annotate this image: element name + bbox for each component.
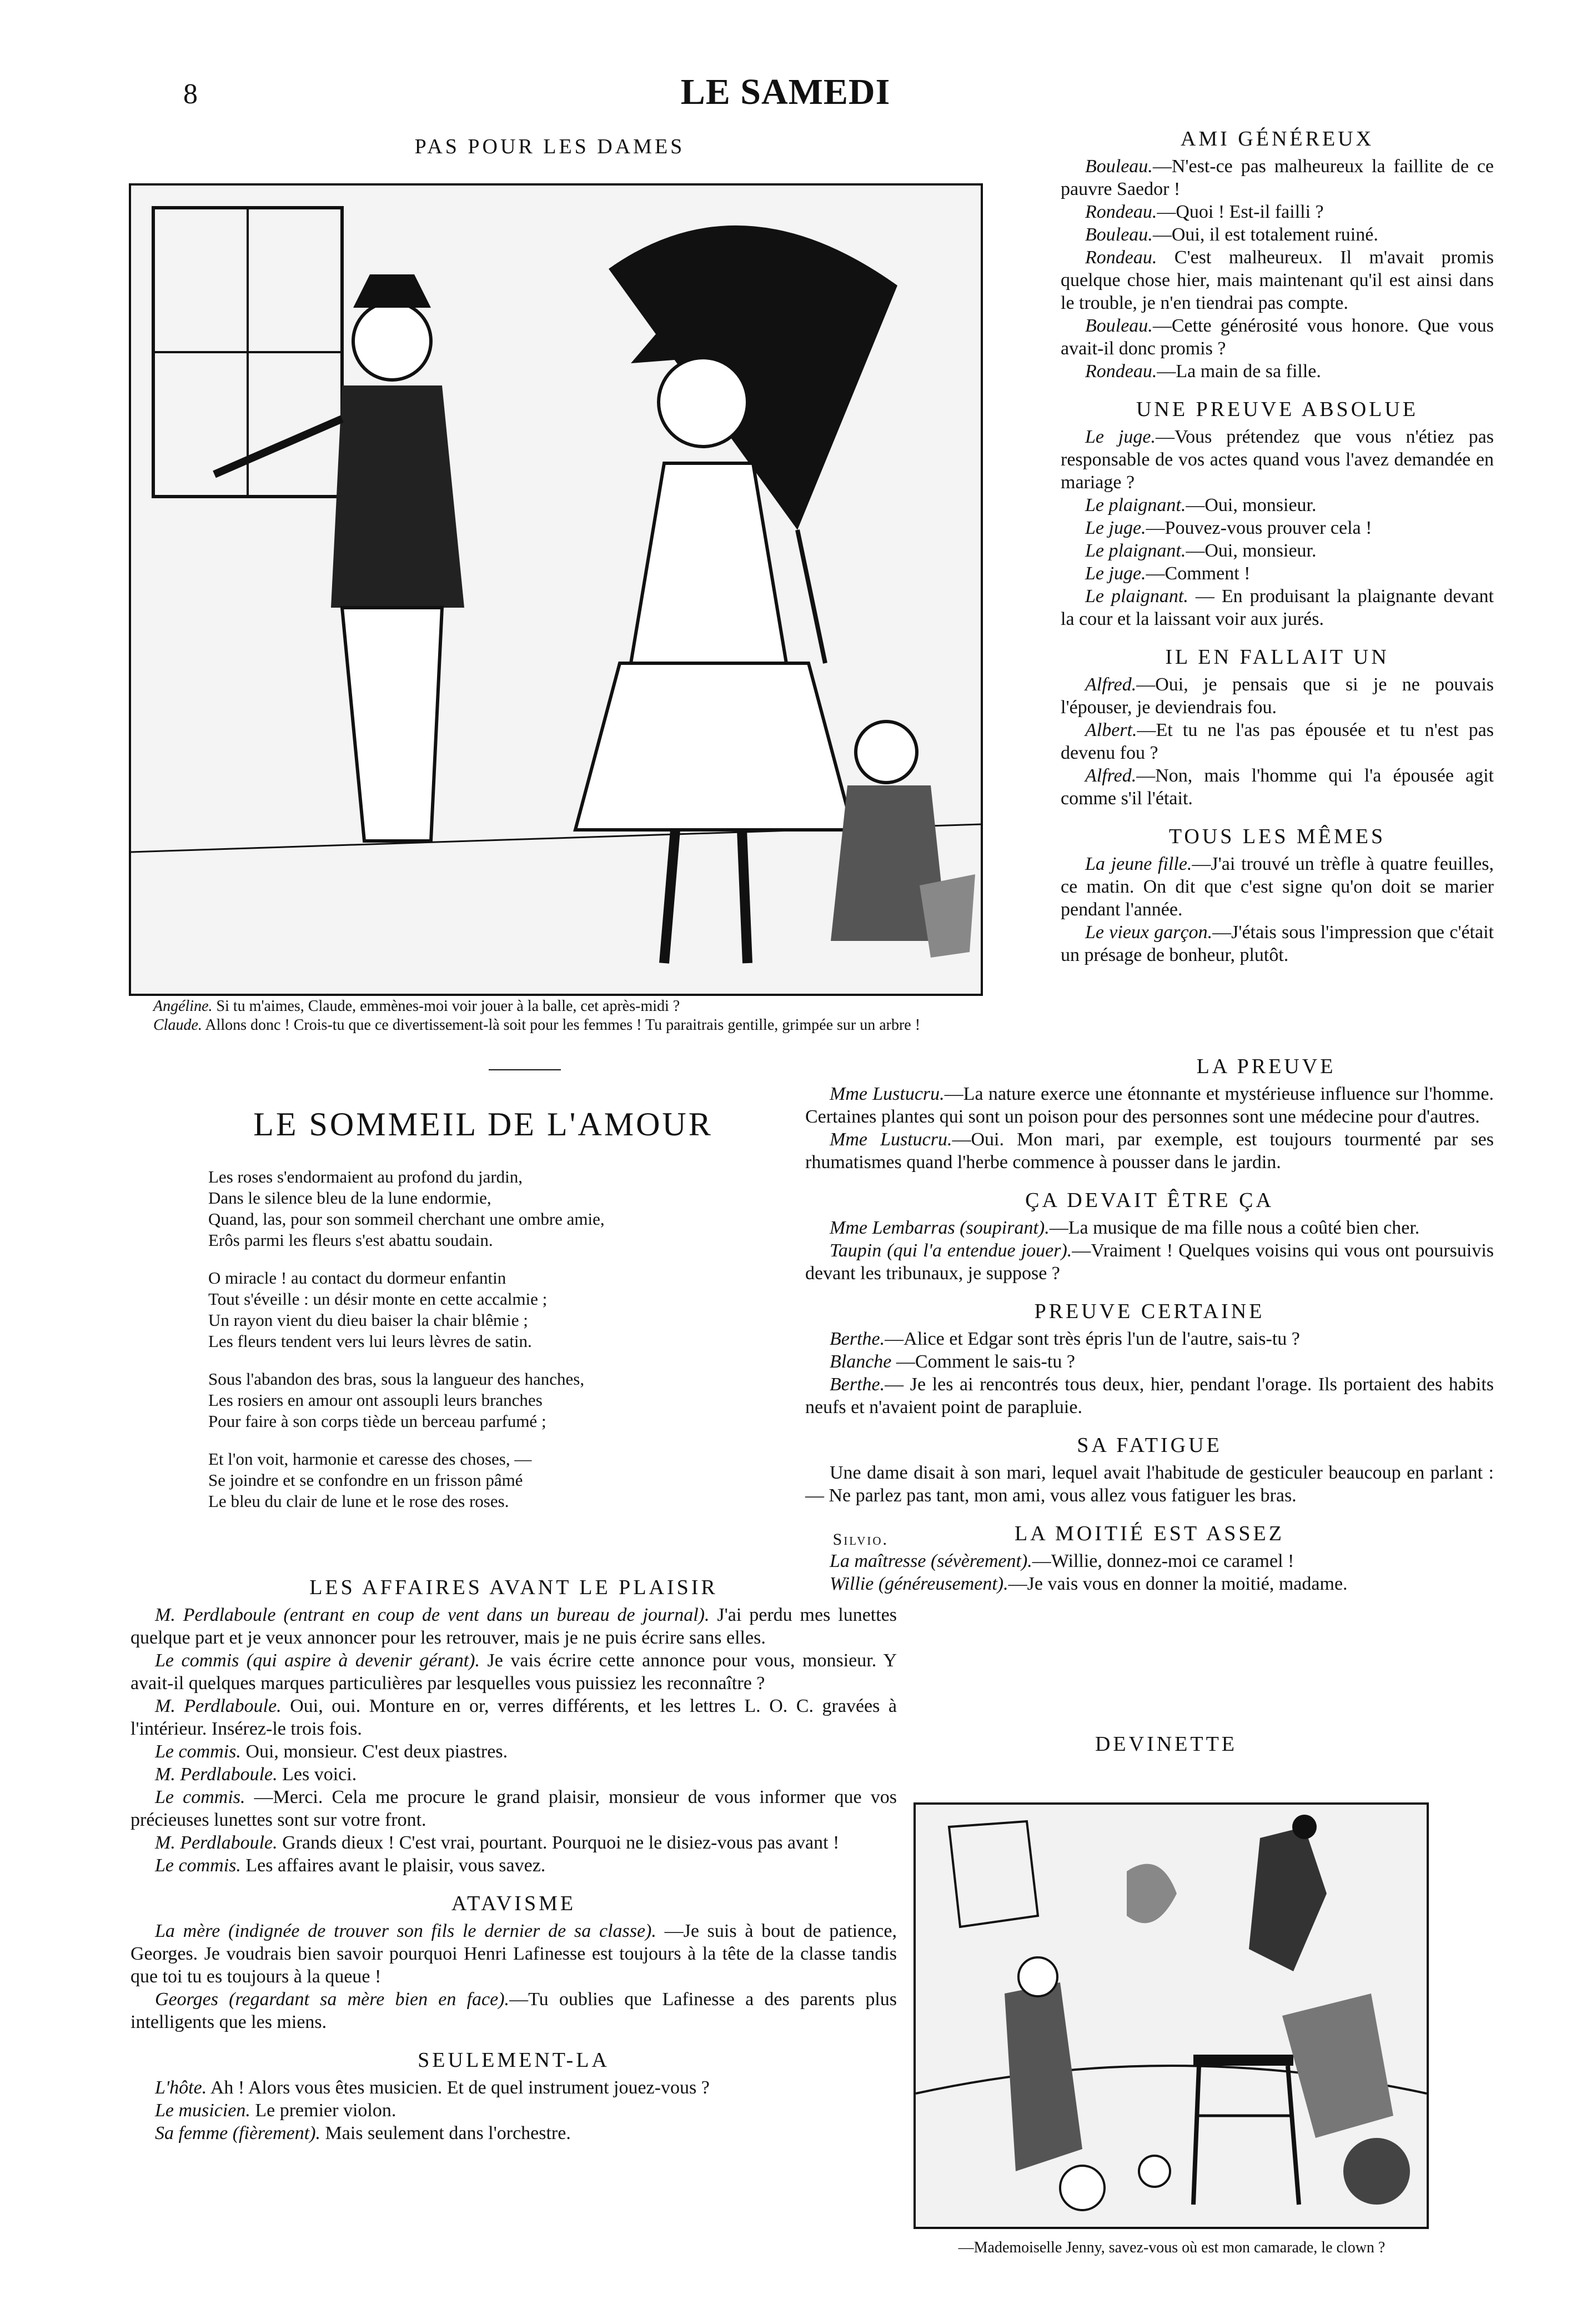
speaker: Alfred. — [1085, 674, 1137, 695]
devinette-caption: —Mademoiselle Jenny, savez-vous où est mon camarade, le clown ? — [958, 2239, 1386, 2256]
dialogue: —Non, mais l'homme qui l'a épousée agit comme s'il l'était. — [1061, 765, 1494, 809]
speaker: La mère (indignée de trouver son fils le dernier de sa classe). — [155, 1921, 656, 1941]
cartoon-drawing — [131, 186, 981, 994]
dialogue: —Quoi ! Est-il failli ? — [1157, 202, 1324, 222]
dialogue: —La nature exerce une étonnante et mystérieuse influence sur l'homme. Certaines plantes qui sont un poison pour des personnes sont une médecine pour d'autres. — [805, 1084, 1494, 1127]
anecdote: Une dame disait à son mari, lequel avait l'habitude de gesticuler beaucoup en parlant : — Ne parlez pas tant, mon ami, vous allez vous fatiguer les bras. — [805, 1462, 1494, 1506]
caption-text: Si tu m'aimes, Claude, emmènes-moi voir jouer à la balle, cet après-midi ? — [212, 998, 680, 1015]
speaker: Le plaignant. — [1085, 586, 1188, 607]
poem-line: Les roses s'endormaient au profond du jardin, — [208, 1167, 523, 1186]
dialogue: —Alice et Edgar sont très épris l'un de l'autre, sais-tu ? — [885, 1329, 1300, 1349]
dialogue: Oui, monsieur. C'est deux piastres. — [240, 1741, 508, 1762]
dialogue: —Je suis à bout de patience, Georges. Je voudrais bien savoir pourquoi Henri Lafinesse est toujours à la tête de la classe tandis que toi tu es toujours à la queue ! — [131, 1921, 897, 1987]
caption-text: Allons donc ! Crois-tu que ce divertissement-là soit pour les femmes ! Tu paraitrais gentille, grimpée sur un arbre ! — [202, 1016, 921, 1034]
speaker: Rondeau. — [1085, 247, 1157, 268]
poem-stanza — [208, 1449, 764, 1512]
dialogue: Mais seulement dans l'orchestre. — [320, 2123, 571, 2143]
dialogue: —Oui, je pensais que si je ne pouvais l'épouser, je deviendrais fou. — [1061, 674, 1494, 718]
section-title: UNE PREUVE ABSOLUE — [1136, 398, 1419, 421]
poem-line: Tout s'éveille : un désir monte en cette accalmie ; — [208, 1289, 548, 1309]
dialogue: —La musique de ma fille nous a coûté bien cher. — [1049, 1218, 1420, 1238]
section-title: SEULEMENT-LA — [418, 2048, 610, 2072]
dialogue: — Je les ai rencontrés tous deux, hier, pendant l'orage. Ils portaient des habits neufs et n'avaient point de parapluie. — [805, 1374, 1494, 1418]
speaker: M. Perdlaboule. — [155, 1832, 278, 1853]
speaker: Albert. — [1085, 720, 1137, 740]
section-title: LA PREUVE — [1196, 1055, 1336, 1078]
poem-line: Les fleurs tendent vers lui leurs lèvres de satin. — [208, 1331, 532, 1351]
illustration-pas-pour-les-dames — [129, 183, 983, 996]
speaker: Le juge. — [1085, 563, 1146, 584]
dialogue: — En produisant la plaignante devant la cour et la laissant voir aux jurés. — [1061, 586, 1494, 629]
dialogue: —La main de sa fille. — [1157, 361, 1321, 382]
speaker: Mme Lustucru. — [830, 1129, 952, 1150]
dialogue: —Pouvez-vous prouver cela ! — [1146, 518, 1372, 538]
right-column-top — [1061, 128, 1494, 966]
page-number: 8 — [183, 78, 198, 110]
poem-stanza — [208, 1268, 764, 1352]
poem-line: Pour faire à son corps tiède un berceau parfumé ; — [208, 1411, 546, 1431]
speaker: Le commis. — [155, 1741, 241, 1762]
dialogue: —Tu oublies que Lafinesse a des parents plus intelligents que les miens. — [131, 1989, 897, 2032]
poem-line: Les rosiers en amour ont assoupli leurs branches — [208, 1390, 543, 1410]
section-title: PREUVE CERTAINE — [1034, 1300, 1265, 1323]
devinette-drawing — [916, 1805, 1427, 2227]
dialogue: —Comment ! — [1146, 563, 1251, 584]
speaker: Le commis (qui aspire à devenir gérant). — [155, 1650, 480, 1671]
dialogue: —Willie, donnez-moi ce caramel ! — [1032, 1551, 1294, 1571]
dialogue: Le premier violon. — [250, 2100, 396, 2121]
caption-speaker: Claude. — [153, 1016, 202, 1034]
poem-line: Un rayon vient du dieu baiser la chair blêmie ; — [208, 1310, 528, 1330]
illustration-devinette — [914, 1802, 1429, 2229]
section-title: AMI GÉNÉREUX — [1180, 127, 1374, 151]
speaker: Le commis. — [155, 1855, 241, 1876]
caption-speaker: Angéline. — [153, 998, 213, 1015]
speaker: Bouleau. — [1085, 224, 1153, 245]
speaker: Rondeau. — [1085, 361, 1157, 382]
poem-line: Quand, las, pour son sommeil cherchant une ombre amie, — [208, 1209, 605, 1229]
poem-line: Dans le silence bleu de la lune endormie, — [208, 1188, 491, 1208]
speaker: La jeune fille. — [1085, 854, 1192, 874]
speaker: Alfred. — [1085, 765, 1137, 786]
dialogue: —N'est-ce pas malheureux la faillite de ce pauvre Saedor ! — [1061, 156, 1494, 199]
speaker: Le plaignant. — [1085, 495, 1186, 515]
poem-line: Et l'on voit, harmonie et caresse des choses, — — [208, 1449, 532, 1469]
dialogue: Ah ! Alors vous êtes musicien. Et de quel instrument jouez-vous ? — [207, 2077, 710, 2098]
dialogue: —Oui, monsieur. — [1186, 540, 1317, 561]
poem-title: LE SOMMEIL DE L'AMOUR — [253, 1106, 713, 1143]
dialogue: Oui, oui. Monture en or, verres différents, et les lettres L. O. C. gravées à l'intérieur. Insérez-le trois fois. — [131, 1696, 897, 1739]
speaker: M. Perdlaboule. — [155, 1696, 282, 1716]
illustration-caption — [129, 997, 978, 1035]
dialogue: —Vous prétendez que vous n'étiez pas responsable de vos actes quand vous l'avez demandée en mariage ? — [1061, 427, 1494, 493]
dialogue: —Oui, il est totalement ruiné. — [1152, 224, 1378, 245]
section-title: IL EN FALLAIT UN — [1165, 645, 1389, 669]
dialogue: —Cette générosité vous honore. Que vous avait-il donc promis ? — [1061, 315, 1494, 359]
speaker: Georges (regardant sa mère bien en face). — [155, 1989, 510, 2010]
dialogue: —Je vais vous en donner la moitié, madame. — [1008, 1574, 1348, 1594]
right-column-bottom — [805, 1055, 1494, 1595]
speaker: Le plaignant. — [1085, 540, 1186, 561]
dialogue: —Comment le sais-tu ? — [891, 1351, 1075, 1372]
speaker: Berthe. — [830, 1374, 885, 1395]
speaker: Rondeau. — [1085, 202, 1157, 222]
section-title: TOUS LES MÊMES — [1168, 825, 1386, 848]
poem-stanza — [208, 1369, 764, 1432]
poem-line: Sous l'abandon des bras, sous la langueur des hanches, — [208, 1369, 585, 1389]
illustration-heading: PAS POUR LES DAMES — [414, 135, 685, 158]
speaker: Mme Lustucru. — [830, 1084, 945, 1104]
section-title: ÇA DEVAIT ÊTRE ÇA — [1025, 1189, 1274, 1212]
speaker: Sa femme (fièrement). — [155, 2123, 321, 2143]
divider — [489, 1069, 561, 1070]
poem-line: O miracle ! au contact du dormeur enfantin — [208, 1268, 506, 1288]
speaker: M. Perdlaboule. — [155, 1764, 278, 1785]
dialogue: —Et tu ne l'as pas épousée et tu n'est pas devenu fou ? — [1061, 720, 1494, 763]
speaker: Willie (généreusement). — [830, 1574, 1008, 1594]
speaker: M. Perdlaboule (entrant en coup de vent dans un bureau de journal). — [155, 1605, 710, 1625]
dialogue: —J'ai trouvé un trèfle à quatre feuilles, ce matin. On dit que c'est signe qu'on doit se marier pendant l'année. — [1061, 854, 1494, 920]
dialogue: Les affaires avant le plaisir, vous savez. — [240, 1855, 546, 1876]
speaker: La maîtresse (sévèrement). — [830, 1551, 1032, 1571]
dialogue: —Oui. Mon mari, par exemple, est toujours tourmenté par ses rhumatismes quand l'herbe commence à pousser dans le jardin. — [805, 1129, 1494, 1173]
section-title: SA FATIGUE — [1077, 1434, 1222, 1457]
poem-stanza — [208, 1166, 764, 1251]
poem-line: Se joindre et se confondre en un frisson pâmé — [208, 1470, 523, 1490]
speaker: Bouleau. — [1085, 156, 1153, 177]
dialogue: —J'étais sous l'impression que c'était un présage de bonheur, plutôt. — [1061, 922, 1494, 965]
speaker: Le vieux garçon. — [1085, 922, 1213, 943]
poem-line: Le bleu du clair de lune et le rose des roses. — [208, 1491, 509, 1511]
dialogue: —Oui, monsieur. — [1186, 495, 1317, 515]
speaker: Berthe. — [830, 1329, 885, 1349]
speaker: Le commis. — [155, 1787, 245, 1807]
speaker: Mme Lembarras (soupirant). — [830, 1218, 1050, 1238]
section-title: LES AFFAIRES AVANT LE PLAISIR — [309, 1576, 718, 1599]
speaker: Blanche — [830, 1351, 892, 1372]
poem-line: Erôs parmi les fleurs s'est abattu soudain. — [208, 1230, 493, 1250]
speaker: Le juge. — [1085, 427, 1156, 447]
speaker: Le juge. — [1085, 518, 1146, 538]
poem — [208, 1166, 764, 1529]
speaker: Bouleau. — [1085, 315, 1153, 336]
speaker: L'hôte. — [155, 2077, 207, 2098]
dialogue: —Merci. Cela me procure le grand plaisir, monsieur de vous informer que vos précieuses lunettes sont sur votre front. — [131, 1787, 897, 1830]
speaker: Taupin (qui l'a entendue jouer). — [830, 1240, 1072, 1261]
section-title: LA MOITIÉ EST ASSEZ — [1015, 1522, 1284, 1545]
dialogue: J'ai perdu mes lunettes quelque part et je veux annoncer pour les retrouver, mais je ne puis écrire sans elles. — [131, 1605, 897, 1648]
dialogue: Les voici. — [277, 1764, 357, 1785]
devinette-title: DEVINETTE — [1095, 1732, 1238, 1756]
dialogue: —Vraiment ! Quelques voisins qui vous ont poursuivis devant les tribunaux, je suppose ? — [805, 1240, 1494, 1284]
dialogue: C'est malheureux. Il m'avait promis quelque chose hier, mais maintenant qu'il est ainsi dans le trouble, je n'en tiendrai pas compte. — [1061, 247, 1494, 313]
dialogue: Je vais écrire cette annonce pour vous, monsieur. Y avait-il quelques marques particulières par lesquelles vous puissiez les reconnaître ? — [131, 1650, 897, 1694]
section-title: ATAVISME — [451, 1892, 576, 1915]
dialogue: Grands dieux ! C'est vrai, pourtant. Pourquoi ne le disiez-vous pas avant ! — [277, 1832, 840, 1853]
poem-signature: Silvio. — [832, 1530, 889, 1549]
left-column — [131, 1561, 897, 2145]
speaker: Le musicien. — [155, 2100, 250, 2121]
masthead: LE SAMEDI — [680, 72, 891, 112]
